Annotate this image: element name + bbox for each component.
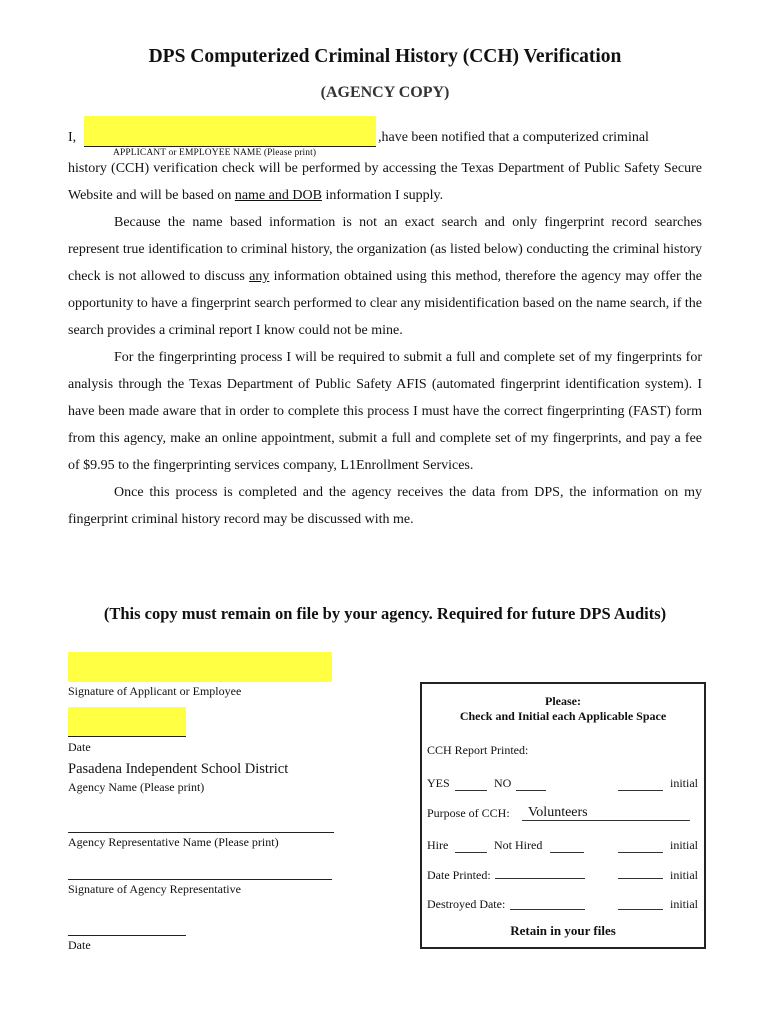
p2-text-a: Because the name based information is not an exact search and only fingerprint record searches represent true identification to criminal history, the organization (as listed below) conducting the criminal history check is not allowed to discuss bbox=[68, 215, 702, 284]
printed-initial-blank[interactable] bbox=[618, 778, 663, 791]
statement-i-prefix: I, bbox=[68, 130, 77, 145]
applicant-name-field[interactable] bbox=[84, 116, 376, 147]
panel-instruction: Check and Initial each Applicable Space bbox=[459, 709, 667, 723]
rep-signature-label: Signature of Agency Representative bbox=[68, 882, 241, 896]
p1-underlined-text: name and DOB bbox=[234, 188, 322, 203]
p2-underlined-text: any bbox=[249, 269, 270, 284]
destroyed-date-blank[interactable] bbox=[510, 897, 585, 910]
audit-notice: (This copy must remain on file by your agency. Required for future DPS Audits) bbox=[103, 604, 667, 623]
document-subtitle: (AGENCY COPY) bbox=[320, 84, 450, 101]
p2-text-b: information obtained using this method, therefore the agency may offer the opportunity to have a fingerprint search performed to clear any misidentification based on the name search, if the search provides a criminal report I know could not be mine. bbox=[68, 269, 702, 338]
rep-date-label: Date bbox=[68, 938, 91, 952]
yes-label: YES bbox=[427, 776, 450, 790]
rep-name-label: Agency Representative Name (Please print) bbox=[68, 835, 279, 849]
retain-note: Retain in your files bbox=[510, 923, 616, 938]
purpose-value[interactable]: Volunteers bbox=[528, 805, 588, 820]
destroyed-initial-blank[interactable] bbox=[618, 897, 663, 910]
paragraph-4: Once this process is completed and the agency receives the data from DPS, the information on my fingerprint criminal history record may be discussed with me. bbox=[68, 485, 702, 527]
document-title: DPS Computerized Criminal History (CCH) Verification bbox=[148, 46, 622, 67]
applicant-name-caption: APPLICANT or EMPLOYEE NAME (Please print) bbox=[113, 148, 317, 158]
applicant-date-field[interactable] bbox=[68, 707, 186, 737]
printed-initial-label: initial bbox=[670, 776, 698, 790]
yes-blank[interactable] bbox=[455, 778, 487, 791]
paragraph-2 bbox=[68, 209, 702, 344]
date-printed-label: Date Printed: bbox=[427, 868, 491, 882]
paragraph-3: For the fingerprinting process I will be required to submit a full and complete set of my fingerprints for analysis through the Texas Department of Public Safety AFIS (automated fingerprint identification system). I have been made aware that in order to complete this process I must have the correct fingerprinting (FAST) form from this agency, make an online appointment, submit a full and complete set of my fingerprints, and pay a fee of $9.95 to the fingerprinting services company, L1Enrollment Services. bbox=[68, 350, 702, 473]
agency-name-value[interactable]: Pasadena Independent School District bbox=[68, 761, 289, 777]
cch-report-printed-label: CCH Report Printed: bbox=[427, 743, 529, 757]
applicant-date-label: Date bbox=[68, 740, 91, 754]
p1-text-a: history (CCH) verification check will be performed by accessing the Texas Department of Public Safety Secure Website and will be based on bbox=[68, 161, 702, 203]
destroyed-date-label: Destroyed Date: bbox=[427, 897, 506, 911]
panel-please: Please: bbox=[545, 694, 581, 708]
not-hired-blank[interactable] bbox=[550, 840, 584, 853]
statement-notified-text: ,have been notified that a computerized criminal bbox=[378, 130, 649, 145]
p1-text-b: information I supply. bbox=[321, 188, 444, 203]
hire-blank[interactable] bbox=[455, 840, 487, 853]
not-hired-label: Not Hired bbox=[494, 838, 543, 852]
paragraph-1 bbox=[68, 155, 702, 209]
destroyed-initial-label: initial bbox=[670, 897, 698, 911]
date-printed-blank[interactable] bbox=[495, 866, 585, 879]
purpose-label: Purpose of CCH: bbox=[427, 806, 510, 820]
rep-name-line[interactable] bbox=[68, 831, 334, 833]
no-label: NO bbox=[494, 776, 512, 790]
hire-initial-label: initial bbox=[670, 838, 698, 852]
hire-initial-blank[interactable] bbox=[618, 840, 663, 853]
no-blank[interactable] bbox=[516, 778, 546, 791]
agency-name-label: Agency Name (Please print) bbox=[68, 780, 205, 794]
rep-signature-line[interactable] bbox=[68, 878, 332, 880]
date-printed-initial-blank[interactable] bbox=[618, 866, 663, 879]
date-printed-initial-label: initial bbox=[670, 868, 698, 882]
applicant-signature-label: Signature of Applicant or Employee bbox=[68, 684, 242, 698]
hire-label: Hire bbox=[427, 838, 449, 852]
statement-body bbox=[68, 155, 702, 533]
applicant-signature-field[interactable] bbox=[68, 652, 332, 682]
rep-date-line[interactable] bbox=[68, 934, 186, 936]
